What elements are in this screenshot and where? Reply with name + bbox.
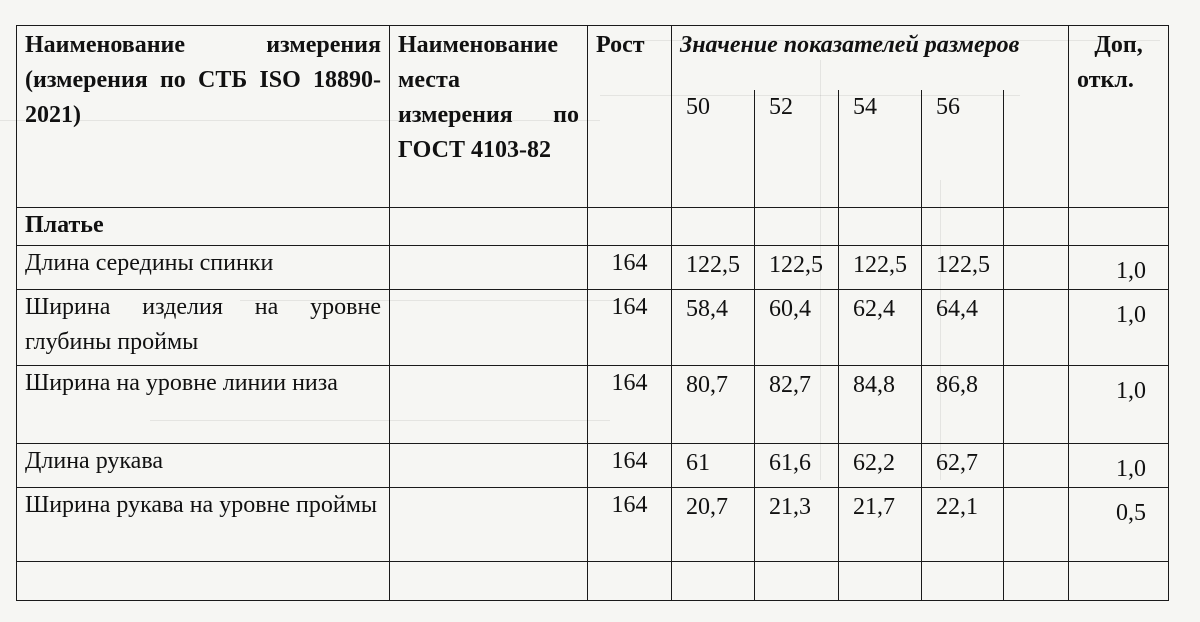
table-cell	[1004, 208, 1069, 246]
tolerance-value: 1,0	[1069, 290, 1169, 366]
size-value: 21,7	[839, 488, 922, 562]
size-header-cell: 50	[672, 90, 755, 208]
empty-row	[17, 562, 1169, 601]
table-cell	[922, 208, 1004, 246]
size-value	[1004, 246, 1069, 290]
height-value: 164	[588, 366, 672, 444]
size-value: 84,8	[839, 366, 922, 444]
table-cell	[1004, 562, 1069, 601]
height-value: 164	[588, 444, 672, 488]
table-row	[17, 366, 1169, 444]
height-value: 164	[588, 290, 672, 366]
section-title: Платье	[17, 208, 390, 246]
size-value: 122,5	[922, 246, 1004, 290]
height-value: 164	[588, 488, 672, 562]
table-cell	[755, 208, 839, 246]
tolerance-value: 1,0	[1069, 366, 1169, 444]
place-name	[390, 246, 588, 290]
place-name	[390, 444, 588, 488]
size-value: 58,4	[672, 290, 755, 366]
table-cell	[1069, 562, 1169, 601]
header-place-name: Наименование места измерения по ГОСТ 4103-82	[390, 26, 588, 208]
header-values-title: Значение показателей размеров	[672, 26, 1069, 90]
size-value: 80,7	[672, 366, 755, 444]
tolerance-value: 0,5	[1069, 488, 1169, 562]
size-value: 64,4	[922, 290, 1004, 366]
header-measure-name: Наименование измерения (измерения по СТБ ISO 18890-2021)	[17, 26, 390, 208]
header-tolerance: Доп, откл.	[1069, 26, 1169, 208]
header-height: Рост	[588, 26, 672, 208]
table-cell	[672, 208, 755, 246]
table-row	[17, 444, 1169, 488]
size-value	[1004, 366, 1069, 444]
table-cell	[390, 562, 588, 601]
document-page	[16, 25, 1166, 622]
size-value: 60,4	[755, 290, 839, 366]
table-cell	[839, 208, 922, 246]
place-name	[390, 366, 588, 444]
measure-name: Длина середины спинки	[17, 246, 390, 290]
measure-name: Ширина на уровне линии низа	[17, 366, 390, 444]
size-value: 61,6	[755, 444, 839, 488]
section-row	[17, 208, 1169, 246]
table-cell	[390, 208, 588, 246]
header-row	[17, 26, 1169, 90]
measure-name: Ширина рукава на уровне проймы	[17, 488, 390, 562]
table-cell	[17, 562, 390, 601]
size-value	[1004, 488, 1069, 562]
size-value: 21,3	[755, 488, 839, 562]
table-cell	[1069, 208, 1169, 246]
size-value: 22,1	[922, 488, 1004, 562]
size-value: 122,5	[672, 246, 755, 290]
table-row	[17, 246, 1169, 290]
size-value: 62,2	[839, 444, 922, 488]
size-value: 61	[672, 444, 755, 488]
size-value	[1004, 290, 1069, 366]
table-cell	[672, 562, 755, 601]
size-value: 122,5	[839, 246, 922, 290]
size-value: 122,5	[755, 246, 839, 290]
place-name	[390, 290, 588, 366]
table-cell	[588, 562, 672, 601]
table-cell	[839, 562, 922, 601]
height-value: 164	[588, 246, 672, 290]
size-value: 20,7	[672, 488, 755, 562]
measure-name: Ширина изделия на уровне глубины проймы	[17, 290, 390, 366]
size-value: 86,8	[922, 366, 1004, 444]
size-value: 62,7	[922, 444, 1004, 488]
size-measurements-table	[16, 25, 1169, 601]
table-cell	[588, 208, 672, 246]
table-cell	[922, 562, 1004, 601]
table-row	[17, 488, 1169, 562]
size-header-cell: 54	[839, 90, 922, 208]
size-value: 62,4	[839, 290, 922, 366]
measure-name: Длина рукава	[17, 444, 390, 488]
table-row	[17, 290, 1169, 366]
size-value: 82,7	[755, 366, 839, 444]
place-name	[390, 488, 588, 562]
table-cell	[755, 562, 839, 601]
tolerance-value: 1,0	[1069, 444, 1169, 488]
size-header-cell: 56	[922, 90, 1004, 208]
size-header-cell: 52	[755, 90, 839, 208]
size-value	[1004, 444, 1069, 488]
size-header-cell	[1004, 90, 1069, 208]
tolerance-value: 1,0	[1069, 246, 1169, 290]
